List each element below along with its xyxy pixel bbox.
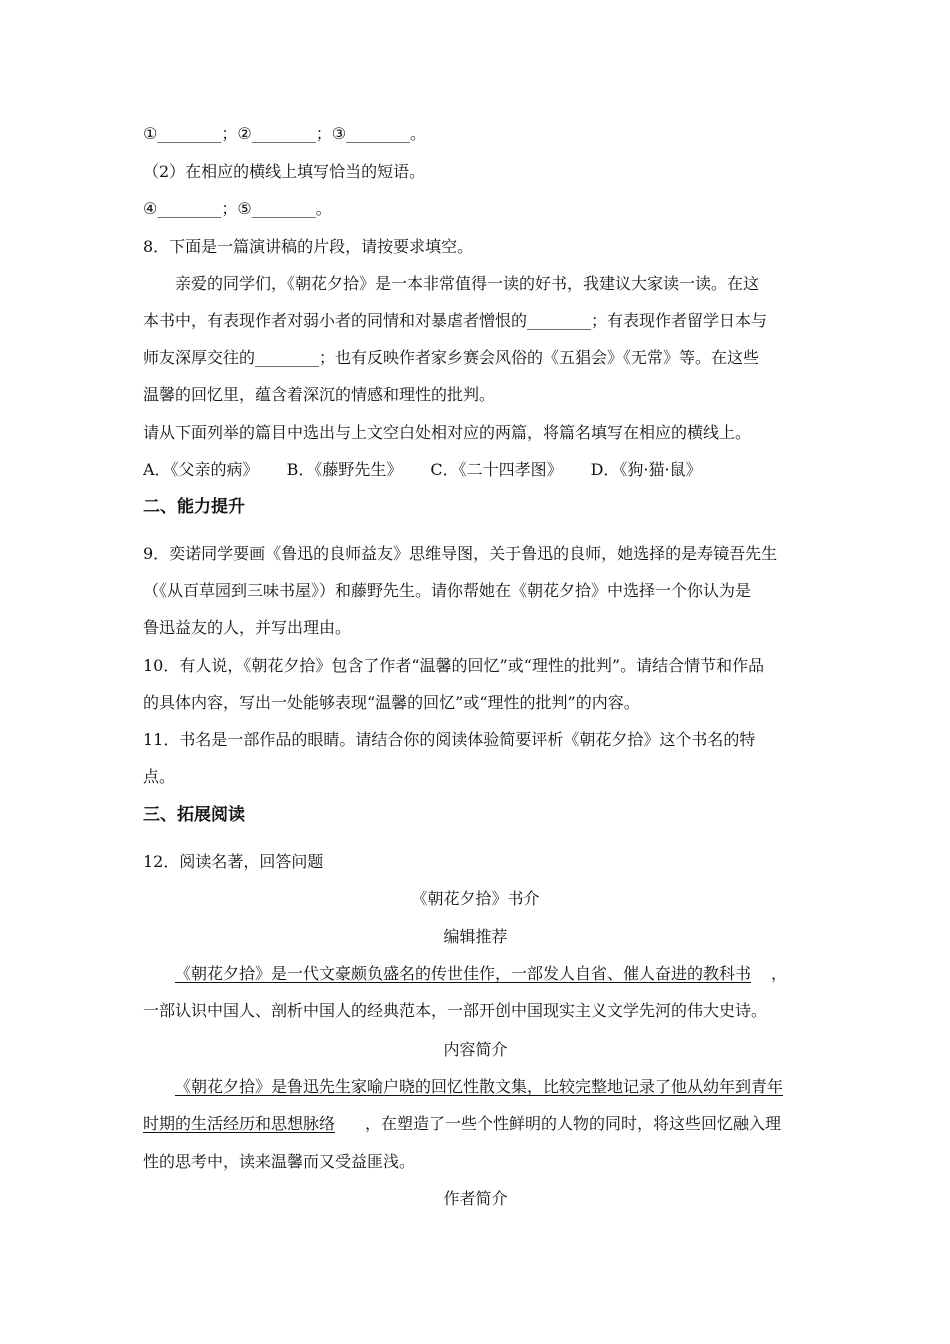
- option-d: D．《狗·猫·鼠》: [590, 460, 702, 479]
- speech-paragraph-line: 亲爱的同学们，《朝花夕拾》是一本非常值得一读的好书，我建议大家读一读。在这: [175, 274, 760, 293]
- question-9-line: （《从百草园到三味书屋》）和藤野先生。请你帮她在《朝花夕拾》中选择一个你认为是: [143, 581, 752, 600]
- subheading-editor-recommendation: 编辑推荐: [443, 927, 508, 946]
- question-11-line: 点。: [143, 767, 176, 786]
- summary-line: 时期的生活经历和思想脉络 ，在塑造了一些个性鲜明的人物的同时，将这些回忆融入理: [143, 1114, 782, 1133]
- option-c: C．《二十四孝图》: [430, 460, 563, 479]
- question-9-line: 9．奕诺同学要画《鲁迅的良师益友》思维导图，关于鲁迅的良师，她选择的是寿镜吾先生: [143, 544, 778, 563]
- answer-blanks-4-5: ④________；⑤________。: [143, 199, 332, 218]
- book-intro-title: 《朝花夕拾》书介: [411, 889, 540, 908]
- question-10-line: 10．有人说，《朝花夕拾》包含了作者“温馨的回忆”或“理性的批判”。请结合情节和作品: [143, 656, 765, 675]
- underlined-text: 《朝花夕拾》是鲁迅先生家喻户晓的回忆性散文集，比较完整地记录了他从幼年到青年: [175, 1077, 784, 1096]
- answer-blanks-1-3: ①________；②________；③________。: [143, 124, 427, 143]
- summary-line: [143, 1077, 808, 1097]
- question-11-line: 11．书名是一部作品的眼睛。请结合你的阅读体验简要评析《朝花夕拾》这个书名的特: [143, 730, 756, 749]
- underlined-text: 《朝花夕拾》是一代文豪颇负盛名的传世佳作，一部发人自省、催人奋进的教科书: [175, 964, 752, 983]
- question-10-line: 的具体内容，写出一处能够表现“温馨的回忆”或“理性的批判”的内容。: [143, 693, 640, 712]
- option-b: B．《藤野先生》: [286, 460, 403, 479]
- question-8-options: [143, 460, 808, 480]
- question-7-part-2: （2）在相应的横线上填写恰当的短语。: [143, 162, 426, 181]
- underlined-text: 时期的生活经历和思想脉络: [143, 1114, 336, 1133]
- subheading-author-bio: 作者简介: [443, 1189, 508, 1208]
- section-heading-2: 二、能力提升: [143, 497, 245, 517]
- question-9-line: 鲁迅益友的人，并写出理由。: [143, 618, 352, 637]
- subheading-content-summary: 内容简介: [443, 1040, 508, 1059]
- recommendation-line: 一部认识中国人、剖析中国人的经典范本，一部开创中国现实主义文学先河的伟大史诗。: [143, 1001, 768, 1020]
- speech-paragraph-line: 温馨的回忆里，蕴含着深沉的情感和理性的批判。: [143, 385, 496, 404]
- question-8-instruction: 请从下面列举的篇目中选出与上文空白处相对应的两篇，将篇名填写在相应的横线上。: [143, 423, 752, 442]
- summary-line: 性的思考中，读来温馨而又受益匪浅。: [143, 1152, 416, 1171]
- speech-paragraph-line: 本书中，有表现作者对弱小者的同情和对暴虐者憎恨的________；有表现作者留学日本与: [143, 311, 768, 330]
- recommendation-line: 《朝花夕拾》是一代文豪颇负盛名的传世佳作，一部发人自省、催人奋进的教科书 ，: [175, 964, 788, 983]
- speech-paragraph-line: 师友深厚交往的________；也有反映作者家乡赛会风俗的《五猖会》《无常》等。在这些: [143, 348, 760, 367]
- question-12-prompt: 12．阅读名著，回答问题: [143, 852, 324, 871]
- option-a: A．《父亲的病》: [143, 460, 259, 479]
- question-8-prompt: 8．下面是一篇演讲稿的片段，请按要求填空。: [143, 237, 474, 256]
- section-heading-3: 三、拓展阅读: [143, 805, 245, 825]
